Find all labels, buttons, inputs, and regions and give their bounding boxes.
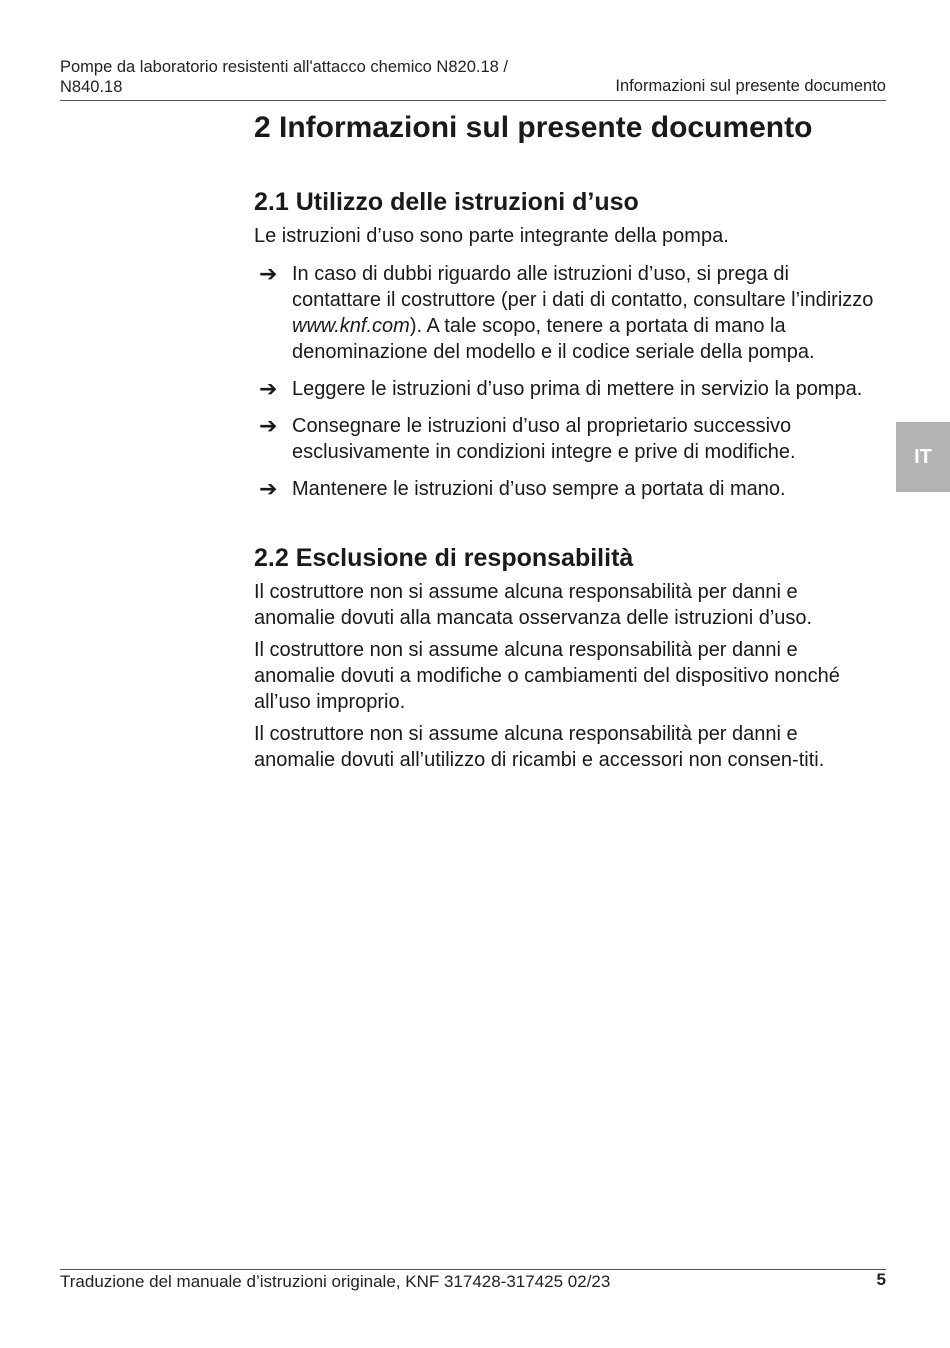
header-divider [60,100,886,101]
section-2-1-intro: Le istruzioni d’uso sono parte integrante della pompa. [254,225,729,247]
running-header-title [60,57,580,97]
knf-website-link[interactable]: www.knf.com [292,315,410,337]
section-title-2-1: 2.1 Utilizzo delle istruzioni d’uso [254,188,639,216]
liability-paragraph-3: Il costruttore non si assume alcuna responsabilità per danni e anomalie dovuti all’utilizzo di ricambi e accessori non consen-titi. [254,723,825,771]
arrow-right-icon: ➔ [259,261,278,286]
section-title-2-2: 2.2 Esclusione di responsabilità [254,544,634,572]
header-title-line-2: N840.18 [60,78,123,96]
page-number: 5 [876,1270,886,1289]
footer-divider [60,1269,886,1270]
bullet-3-text: Consegnare le istruzioni d’uso al proprietario successivo esclusivamente in condizioni integre e prive di modifiche. [292,415,796,463]
liability-paragraph-2: Il costruttore non si assume alcuna responsabilità per danni e anomalie dovuti a modifiche o cambiamenti del dispositivo nonché all’uso improprio. [254,639,840,713]
arrow-right-icon: ➔ [259,476,278,501]
bullet-2-text: Leggere le istruzioni d’uso prima di mettere in servizio la pompa. [292,378,863,400]
bullet-item-2 [254,376,878,402]
footer-document-info: Traduzione del manuale d’istruzioni originale, KNF 317428-317425 02/23 [60,1272,611,1291]
bullet-1-text-start: In caso di dubbi riguardo alle istruzioni d’uso, si prega di contattare il costruttore (per i dati di contatto, consultare l’indirizzo [292,263,874,311]
liability-paragraph-1: Il costruttore non si assume alcuna responsabilità per danni e anomalie dovuti alla mancata osservanza delle istruzioni d’uso. [254,581,813,629]
running-header-section: Informazioni sul presente documento [615,77,886,95]
bullet-1-text-end: ). A tale scopo, tenere a portata di mano la denominazione del modello e il codice seriale della pompa. [292,315,815,363]
arrow-right-icon: ➔ [259,413,278,438]
page-content [254,108,878,773]
header-title-line-1: Pompe da laboratorio resistenti all'attacco chemico N820.18 / [60,58,508,76]
bullet-item-1 [254,261,878,365]
bullet-4-text: Mantenere le istruzioni d’uso sempre a portata di mano. [292,478,786,500]
language-tab: IT [896,422,950,492]
bullet-item-3 [254,413,878,465]
chapter-title: 2 Informazioni sul presente documento [254,111,813,144]
bullet-item-4 [254,476,878,502]
arrow-right-icon: ➔ [259,376,278,401]
